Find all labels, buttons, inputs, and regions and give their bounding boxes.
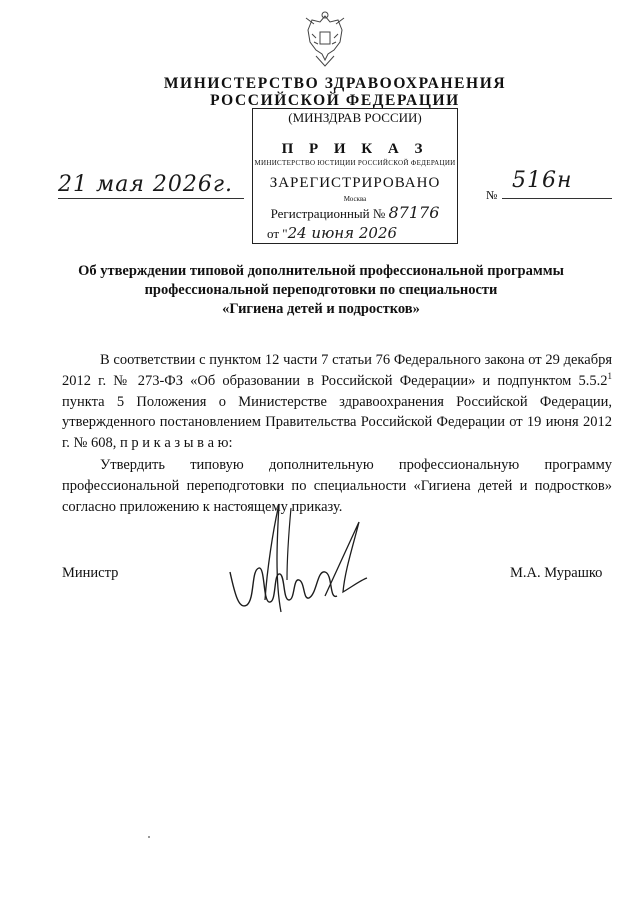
coat-of-arms-emblem-icon bbox=[300, 10, 350, 68]
signer-name: М.А. Мурашко bbox=[510, 565, 603, 581]
handwritten-signature bbox=[225, 500, 375, 640]
justice-ministry-text: МИНИСТЕРСТВО ЮСТИЦИИ РОССИЙСКОЙ ФЕДЕРАЦИИ bbox=[254, 159, 456, 167]
order-title-line2: профессиональной переподготовки по специальности bbox=[144, 282, 498, 298]
order-number-label: № bbox=[486, 188, 498, 202]
reg-number-label: Регистрационный № bbox=[270, 206, 386, 221]
ministry-name-line2: РОССИЙСКОЙ ФЕДЕРАЦИИ bbox=[210, 92, 460, 109]
order-number: 516н bbox=[512, 168, 573, 193]
registration-number bbox=[253, 203, 457, 222]
signer-position: Министр bbox=[62, 565, 119, 581]
document-type: П Р И К А З bbox=[281, 141, 429, 157]
paragraph1-part-b: пункта 5 Положения о Министерстве здравоохранения Российской Федерации, утвержденного постановлением Правительства Российской Федерации от 19 июня 2012 г. № 608, п р и к а з ы в а ю: bbox=[62, 393, 612, 452]
registration-date bbox=[267, 224, 471, 242]
order-title-line3: «Гигиена детей и подростков» bbox=[222, 301, 420, 317]
body-paragraph-2: Утвердить типовую дополнительную профессиональную программу профессиональной переподготовки по специальности «Гигиена детей и подростков» согласно приложению к настоящему приказу. bbox=[62, 457, 612, 515]
date-underline bbox=[58, 198, 244, 199]
ministry-name-line1: МИНИСТЕРСТВО ЗДРАВООХРАНЕНИЯ bbox=[163, 75, 507, 92]
city-label: Москва bbox=[343, 195, 367, 203]
order-title-line1: Об утверждении типовой дополнительной профессиональной программы bbox=[78, 263, 564, 279]
ministry-abbreviation: (МИНЗДРАВ РОССИИ) bbox=[288, 110, 422, 125]
number-underline bbox=[502, 198, 612, 199]
order-date: 21 мая 2026г. bbox=[58, 172, 234, 197]
footnote-marker: 1 bbox=[607, 370, 612, 381]
reg-date-value: 24 июня 2026 bbox=[287, 224, 398, 242]
reg-date-label: от " bbox=[267, 226, 288, 241]
registration-stamp bbox=[252, 108, 458, 244]
paragraph1-part-a: В соответствии с пунктом 12 части 7 статьи 76 Федерального закона от 29 декабря 2012 г. № 273-ФЗ «Об образовании в Российской Федерации» и подпунктом 5.5.2 bbox=[62, 352, 612, 389]
body-paragraph-1 bbox=[62, 350, 612, 454]
registered-label: ЗАРЕГИСТРИРОВАНО bbox=[269, 175, 441, 191]
scan-speck bbox=[148, 836, 150, 838]
reg-number-value: 87176 bbox=[388, 203, 440, 222]
